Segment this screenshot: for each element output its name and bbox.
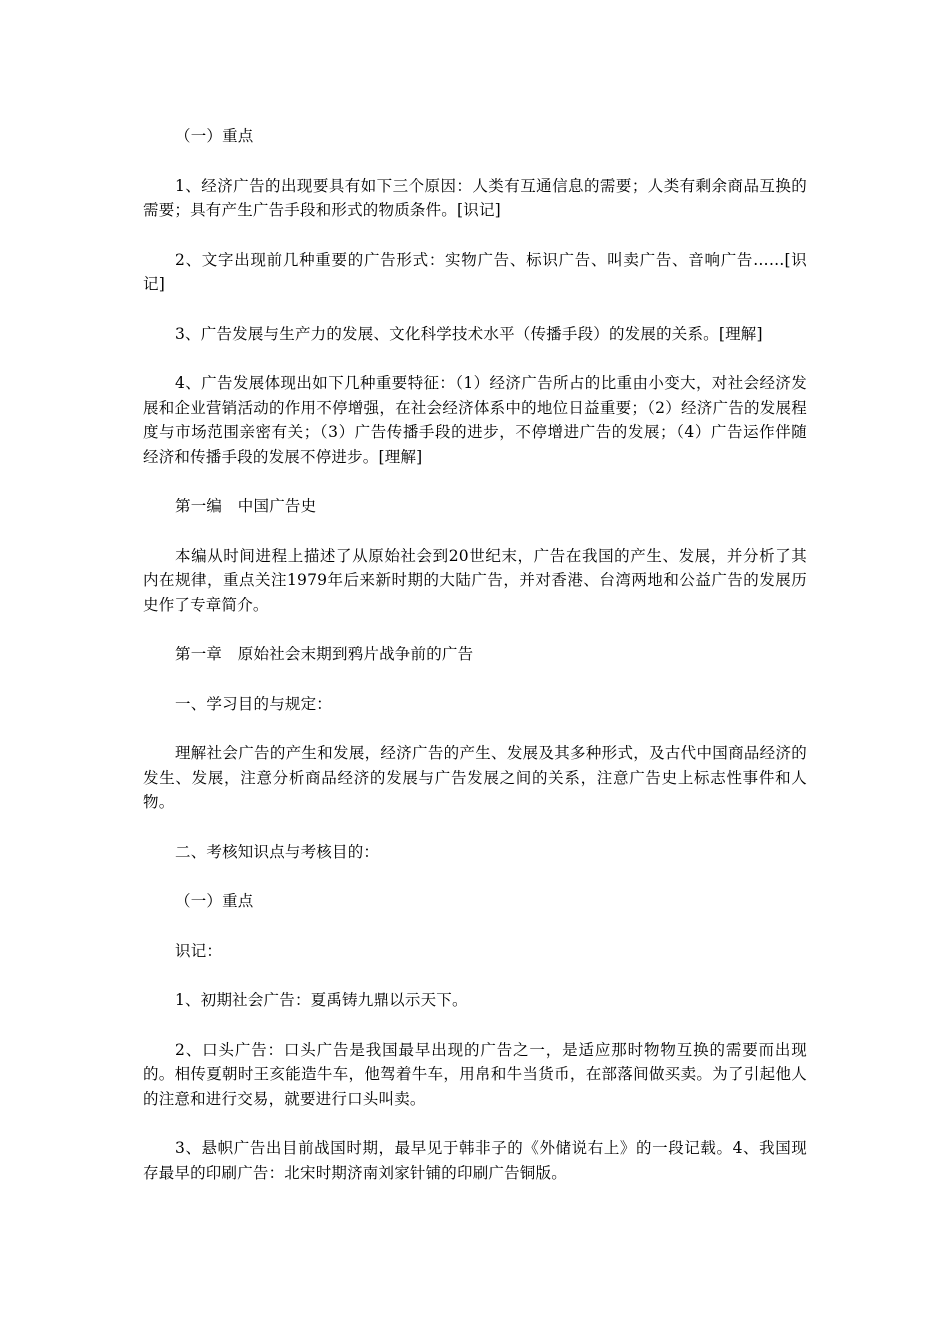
learning-goals-text: 理解社会广告的产生和发展，经济广告的产生、发展及其多种形式，及古代中国商品经济的发生、发展，注意分析商品经济的发展与广告发展之间的关系，注意广告史上标志性事件和人物。 [143, 744, 807, 811]
section-heading-key-points: （一）重点 [175, 127, 254, 145]
point-2-paragraph: 2、文字出现前几种重要的广告形式：实物广告、标识广告、叫卖广告、音响广告……[识记] [143, 250, 807, 293]
memorize-label: 识记： [175, 941, 223, 960]
item-3-paragraph: 3、悬帜广告出目前战国时期，最早见于韩非子的《外储说右上》的一段记载。4、我国现存最早的印刷广告：北宋时期济南刘家针铺的印刷广告铜版。 [143, 1139, 807, 1182]
assessment-heading: 二、考核知识点与考核目的： [175, 842, 380, 861]
learning-goals-heading: 一、学习目的与规定： [175, 694, 333, 713]
item-2-paragraph: 2、口头广告：口头广告是我国最早出现的广告之一，是适应那时物物互换的需要而出现的。相传夏朝时王亥能造牛车，他驾着牛车，用帛和牛当货币，在部落间做买卖。为了引起他人的注意和进行交易，就要进行口头叫卖。 [143, 1040, 807, 1108]
point-1-paragraph: 1、经济广告的出现要具有如下三个原因：人类有互通信息的需要；人类有剩余商品互换的需要；具有产生广告手段和形式的物质条件。[识记] [143, 176, 807, 219]
point-4-paragraph: 4、广告发展体现出如下几种重要特征：（1）经济广告所占的比重由小变大，对社会经济发展和企业营销活动的作用不停增强，在社会经济体系中的地位日益重要；（2）经济广告的发展程度与市场范围亲密有关；（3）广告传播手段的进步，不停增进广告的发展；（4）广告运作伴随经济和传播手段的发展不停进步。[理解] [143, 374, 807, 466]
part-one-intro: 本编从时间进程上描述了从原始社会到20世纪末，广告在我国的产生、发展，并分析了其内在规律，重点关注1979年后来新时期的大陆广告，并对香港、台湾两地和公益广告的发展历史作了专章简介。 [143, 546, 807, 614]
point-3-paragraph: 3、广告发展与生产力的发展、文化科学技术水平（传播手段）的发展的关系。[理解] [175, 324, 763, 343]
key-points-subheading: （一）重点 [175, 892, 254, 910]
part-one-title: 第一编 中国广告史 [175, 497, 317, 515]
chapter-one-title: 第一章 原始社会末期到鸦片战争前的广告 [175, 645, 474, 663]
document-page [143, 124, 807, 1210]
item-1-paragraph: 1、初期社会广告：夏禹铸九鼎以示天下。 [175, 991, 468, 1009]
